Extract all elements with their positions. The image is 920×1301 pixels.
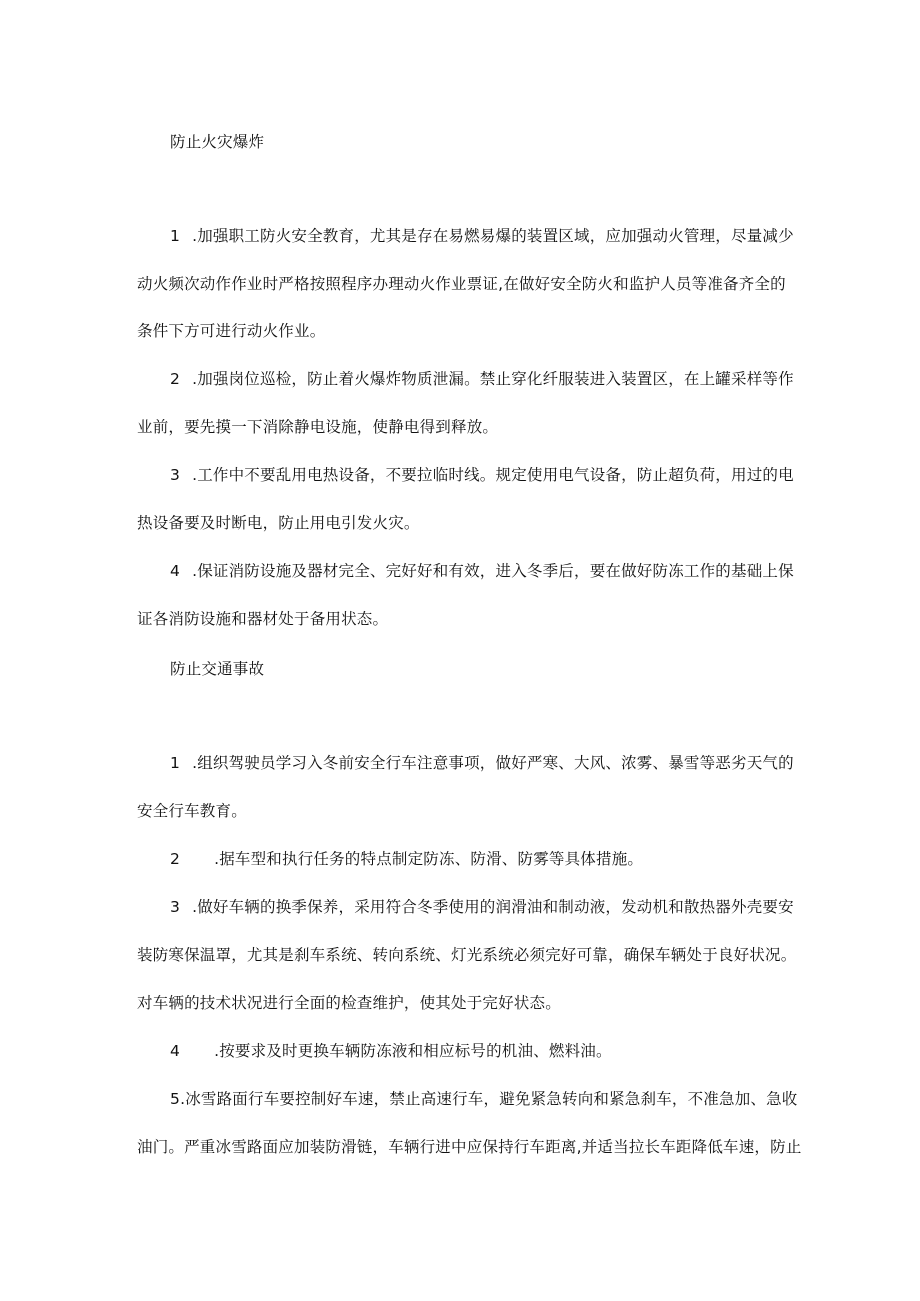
fire-item-2-line-1 <box>170 369 794 389</box>
fire-item-1-line-1 <box>170 226 794 246</box>
item-number: 4 <box>170 1042 181 1060</box>
item-number: 1 <box>170 227 181 245</box>
fire-item-1-line-2: 动火频次动作作业时严格按照程序办理动火作业票证,在做好安全防火和监护人员等准备齐全的 <box>137 275 786 293</box>
item-text: .加强职工防火安全教育，尤其是存在易燃易爆的装置区域，应加强动火管理，尽量减少 <box>192 227 794 245</box>
item-number: 4 <box>170 562 181 580</box>
fire-item-3-line-1 <box>170 465 794 485</box>
fire-item-3-line-2: 热设备要及时断电，防止用电引发火灾。 <box>137 514 420 532</box>
item-text: .组织驾驶员学习入冬前安全行车注意事项，做好严寒、大风、浓雾、暴雪等恶劣天气的 <box>192 754 794 772</box>
item-text: .做好车辆的换季保养，采用符合冬季使用的润滑油和制动液，发动机和散热器外壳要安 <box>192 898 794 916</box>
item-text: .保证消防设施及器材完全、完好好和有效，进入冬季后，要在做好防冻工作的基础上保 <box>192 562 794 580</box>
item-number: 1 <box>170 754 181 772</box>
item-text: .工作中不要乱用电热设备，不要拉临时线。规定使用电气设备，防止超负荷，用过的电 <box>192 466 794 484</box>
fire-item-4-line-1 <box>170 561 794 581</box>
item-number: 3 <box>170 898 181 916</box>
item-text: .加强岗位巡检，防止着火爆炸物质泄漏。禁止穿化纤服装进入装置区，在上罐采样等作 <box>192 370 794 388</box>
item-number: 5 <box>170 1090 181 1108</box>
item-text: .据车型和执行任务的特点制定防冻、防滑、防雾等具体措施。 <box>214 850 644 868</box>
traffic-item-1-line-2: 安全行车教育。 <box>137 802 247 820</box>
section-heading-fire: 防止火灾爆炸 <box>170 133 265 151</box>
traffic-item-1-line-1 <box>170 753 794 773</box>
item-number: 2 <box>170 850 181 868</box>
traffic-item-5-line-2: 油门。严重冰雪路面应加装防滑链，车辆行进中应保持行车距离,并适当拉长车距降低车速，防止 <box>137 1138 802 1156</box>
traffic-item-5-line-1 <box>170 1089 798 1109</box>
fire-item-2-line-2: 业前，要先摸一下消除静电设施，使静电得到释放。 <box>137 418 499 436</box>
section-heading-traffic: 防止交通事故 <box>170 660 265 678</box>
traffic-item-3-line-2: 装防寒保温罩，尤其是刹车系统、转向系统、灯光系统必须完好可靠，确保车辆处于良好状况。 <box>137 946 797 964</box>
traffic-item-2-line-1 <box>170 849 643 869</box>
item-text: .冰雪路面行车要控制好车速，禁止高速行车，避免紧急转向和紧急刹车，不准急加、急收 <box>180 1090 798 1108</box>
fire-item-1-line-3: 条件下方可进行动火作业。 <box>137 322 326 340</box>
item-number: 3 <box>170 466 181 484</box>
item-number: 2 <box>170 370 181 388</box>
item-text: .按要求及时更换车辆防冻液和相应标号的机油、燃料油。 <box>214 1042 612 1060</box>
traffic-item-3-line-3: 对车辆的技术状况进行全面的检查维护，使其处于完好状态。 <box>137 994 561 1012</box>
fire-item-4-line-2: 证各消防设施和器材处于备用状态。 <box>137 610 389 628</box>
traffic-item-3-line-1 <box>170 897 794 917</box>
traffic-item-4-line-1 <box>170 1041 612 1061</box>
